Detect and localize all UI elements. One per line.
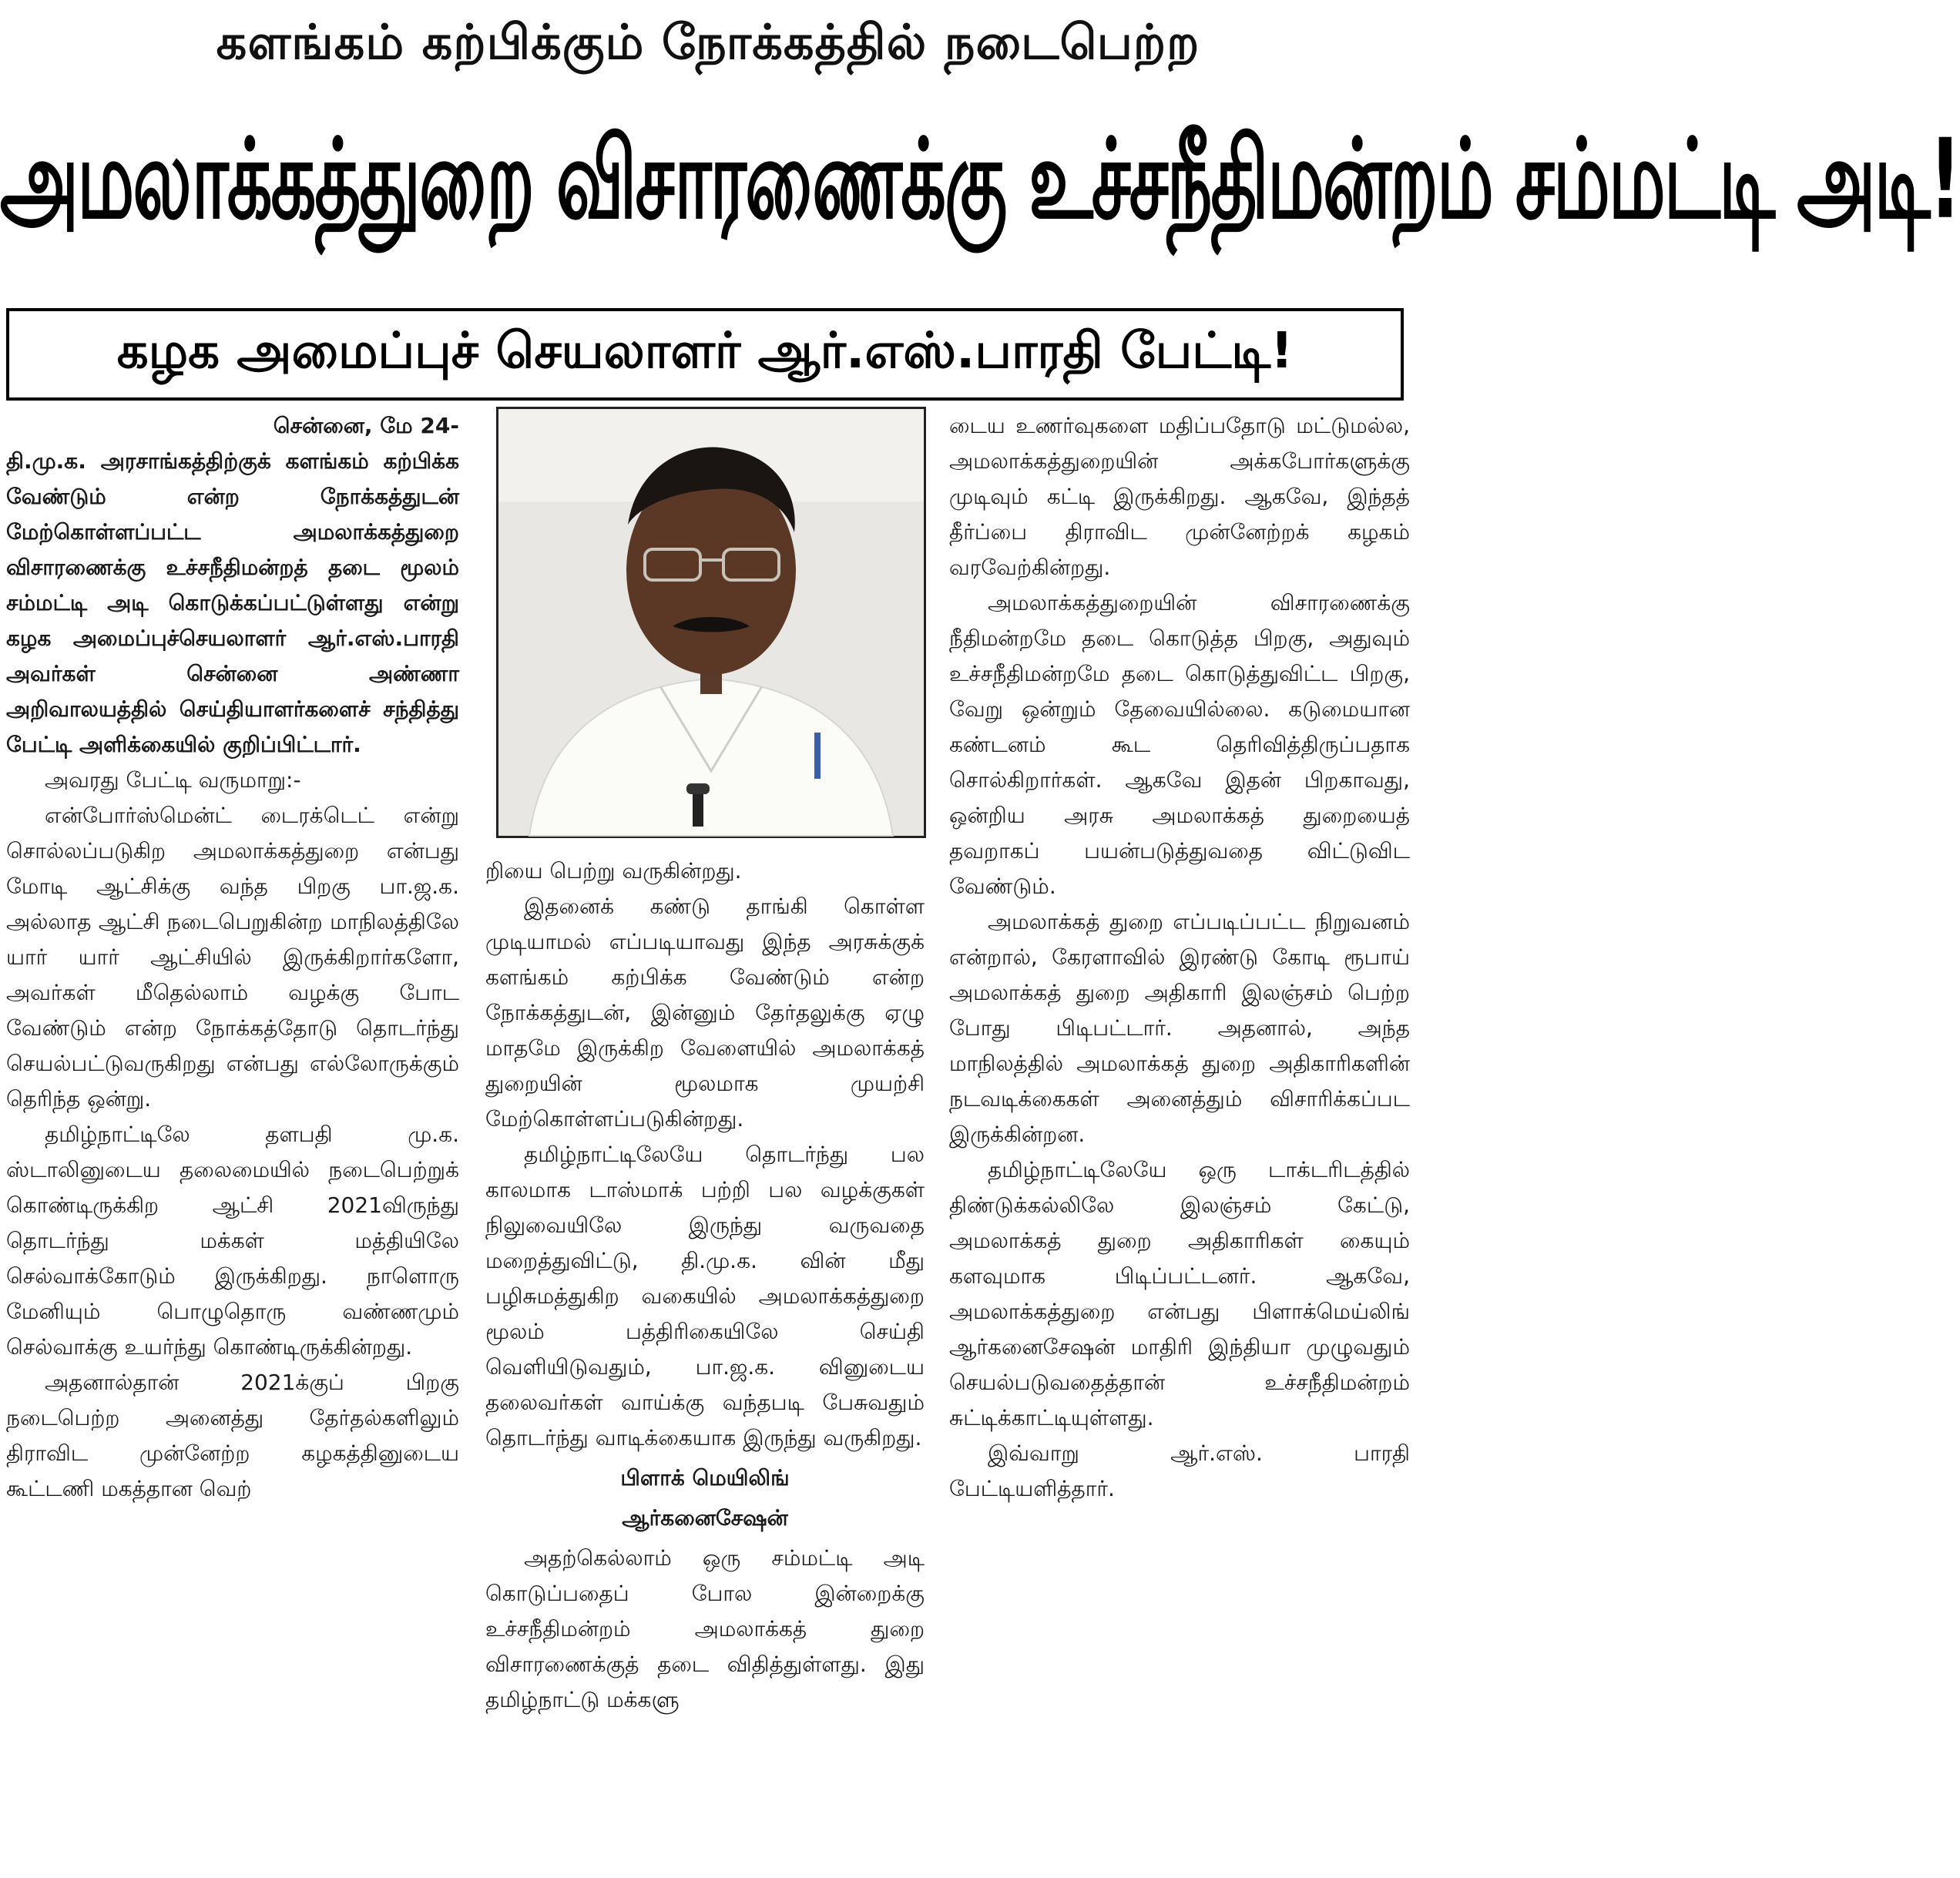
paragraph: இதனைக் கண்டு தாங்கி கொள்ள முடியாமல் எப்படியாவது இந்த அரசுக்குக் களங்கம் கற்பிக்க வேண்டும் என்ற நோக்கத்துடன், இன்னும் தேர்தலுக்கு ஏழு மாதமே இருக்கிற வேளையில் அமலாக்கத் துறையின் மூலமாக முயற்சி மேற்கொள்ளப்படுகின்றது.: [485, 894, 925, 1132]
paragraph: என்போர்ஸ்மென்ட் டைரக்டெட் என்று சொல்லப்படுகிற அமலாக்கத்துறை என்பது மோடி ஆட்சிக்கு வந்த பிறகு பா.ஜ.க. அல்லாத ஆட்சி நடைபெறுகின்ற மாநிலத்திலே யார் யார் ஆட்சியில் இருக்கிறார்களோ, அவர்கள் மீதெல்லாம் வழக்கு போட வேண்டும் என்ற நோக்கத்தோடு தொடர்ந்து செயல்பட்டுவருகிறது என்பது எல்லோருக்கும் தெரிந்த ஒன்று.: [6, 803, 459, 1112]
paragraph: அதனால்தான் 2021க்குப் பிறகு நடைபெற்ற அனைத்து தேர்தல்களிலும் திராவிட முன்னேற்ற கழகத்தினுடைய கூட்டணி மகத்தான வெற்: [6, 1370, 459, 1501]
portrait-photo: [496, 407, 926, 838]
lead-paragraph: தி.மு.க. அரசாங்கத்திற்குக் களங்கம் கற்பிக்க வேண்டும் என்ற நோக்கத்துடன் மேற்கொள்ளப்பட்ட அமலாக்கத்துறை விசாரணைக்கு உச்சநீதிமன்றத் தடை மூலம் சம்மட்டி அடி கொடுக்கப்பட்டுள்ளது என்று கழக அமைப்புச்செயலாளர் ஆர்.எஸ்.பாரதி அவர்கள் சென்னை அண்ணா அறிவாலயத்தில் செய்தியாளர்களைச் சந்தித்து பேட்டி அளிக்கையில் குறிப்பிட்டார்.: [6, 448, 459, 757]
main-headline: அமலாக்கத்துறை விசாரணைக்கு உச்சநீதிமன்றம் சம்மட்டி அடி!: [0, 116, 1960, 243]
paragraph: டைய உணர்வுகளை மதிப்பதோடு மட்டுமல்ல, அமலாக்கத்துறையின் அக்கபோர்களுக்கு முடிவும் கட்டி இருக்கிறது. ஆகவே, இந்தத் தீர்ப்பை திராவிட முன்னேற்றக் கழகம் வரவேற்கின்றது.: [949, 413, 1410, 580]
paragraph: தமிழ்நாட்டிலேயே ஒரு டாக்டரிடத்தில் திண்டுக்கல்லிலே இலஞ்சம் கேட்டு, அமலாக்கத் துறை அதிகாரிகள் கையும் களவுமாக பிடிப்பட்டனர். ஆகவே, அமலாக்கத்துறை என்பது பிளாக்மெய்லிங் ஆர்கனைசேஷன் மாதிரி இந்தியா முழுவதும் செயல்படுவதைத்தான் உச்சநீதிமன்றம் சுட்டிக்காட்டியுள்ளது.: [949, 1157, 1410, 1430]
paragraph: இவ்வாறு ஆர்.எஸ். பாரதி பேட்டியளித்தார்.: [949, 1440, 1410, 1501]
kicker-heading: களங்கம் கற்பிக்கும் நோக்கத்தில் நடைபெற்ற: [216, 14, 1200, 70]
subhead-box: [6, 308, 1404, 401]
portrait-illustration: [498, 409, 924, 836]
paragraph: அமலாக்கத்துறையின் விசாரணைக்கு நீதிமன்றமே தடை கொடுத்த பிறகு, அதுவும் உச்சநீதிமன்றமே தடை கொடுத்துவிட்ட பிறகு, வேறு ஒன்றும் தேவையில்லை. கடுமையான கண்டனம் கூட தெரிவித்திருப்பதாக சொல்கிறார்கள். ஆகவே இதன் பிறகாவது, ஒன்றிய அரசு அமலாக்கத் துறையைத் தவறாகப் பயன்படுத்துவதை விட்டுவிட வேண்டும்.: [949, 590, 1410, 899]
subhead: கழக அமைப்புச் செயலாளர் ஆர்.எஸ்.பாரதி பேட்டி!: [116, 323, 1294, 380]
paragraph: தமிழ்நாட்டிலேயே தொடர்ந்து பல காலமாக டாஸ்மாக் பற்றி பல வழக்குகள் நிலுவையிலே இருந்து வருவதை மறைத்துவிட்டு, தி.மு.க. வின் மீது பழிசுமத்துகிற வகையில் அமலாக்கத்துறை மூலம் பத்திரிகையிலே செய்தி வெளியிடுவதும், பா.ஜ.க. வினுடைய தலைவர்கள் வாய்க்கு வந்தபடி பேசுவதும் தொடர்ந்து வாடிக்கையாக இருந்து வருகிறது.: [485, 1142, 925, 1450]
subheading: பிளாக் மெயிலிங்: [620, 1465, 790, 1491]
paragraph: றியை பெற்று வருகின்றது.: [485, 858, 742, 884]
subheading: ஆர்கனைசேஷன்: [622, 1505, 788, 1531]
article-column-3: [949, 408, 1410, 1872]
paragraph: அமலாக்கத் துறை எப்படிப்பட்ட நிறுவனம் என்றால், கேரளாவில் இரண்டு கோடி ரூபாய் அமலாக்கத் துறை அதிகாரி இலஞ்சம் பெற்ற போது பிடிபட்டார். அதனால், அந்த மாநிலத்தில் அமலாக்கத் துறை அதிகாரிகளின் நடவடிக்கைகள் அனைத்தும் விசாரிக்கப்பட இருக்கின்றன.: [949, 909, 1410, 1147]
paragraph: அதற்கெல்லாம் ஒரு சம்மட்டி அடி கொடுப்பதைப் போல இன்றைக்கு உச்சநீதிமன்றம் அமலாக்கத் துறை விசாரணைக்குத் தடை விதித்துள்ளது. இது தமிழ்நாட்டு மக்களு: [485, 1545, 925, 1712]
article-column-1: [6, 408, 459, 1872]
paragraph: அவரது பேட்டி வருமாறு:-: [45, 767, 301, 793]
article-column-2: [485, 853, 925, 1870]
dateline: சென்னை, மே 24-: [273, 413, 459, 438]
paragraph: தமிழ்நாட்டிலே தளபதி மு.க. ஸ்டாலினுடைய தலைமையில் நடைபெற்றுக் கொண்டிருக்கிற ஆட்சி 2021விருந்து தொடர்ந்து மக்கள் மத்தியிலே செல்வாக்கோடும் இருக்கிறது. நாளொரு மேனியும் பொழுதொரு வண்ணமும் செல்வாக்கு உயர்ந்து கொண்டிருக்கின்றது.: [6, 1122, 459, 1360]
